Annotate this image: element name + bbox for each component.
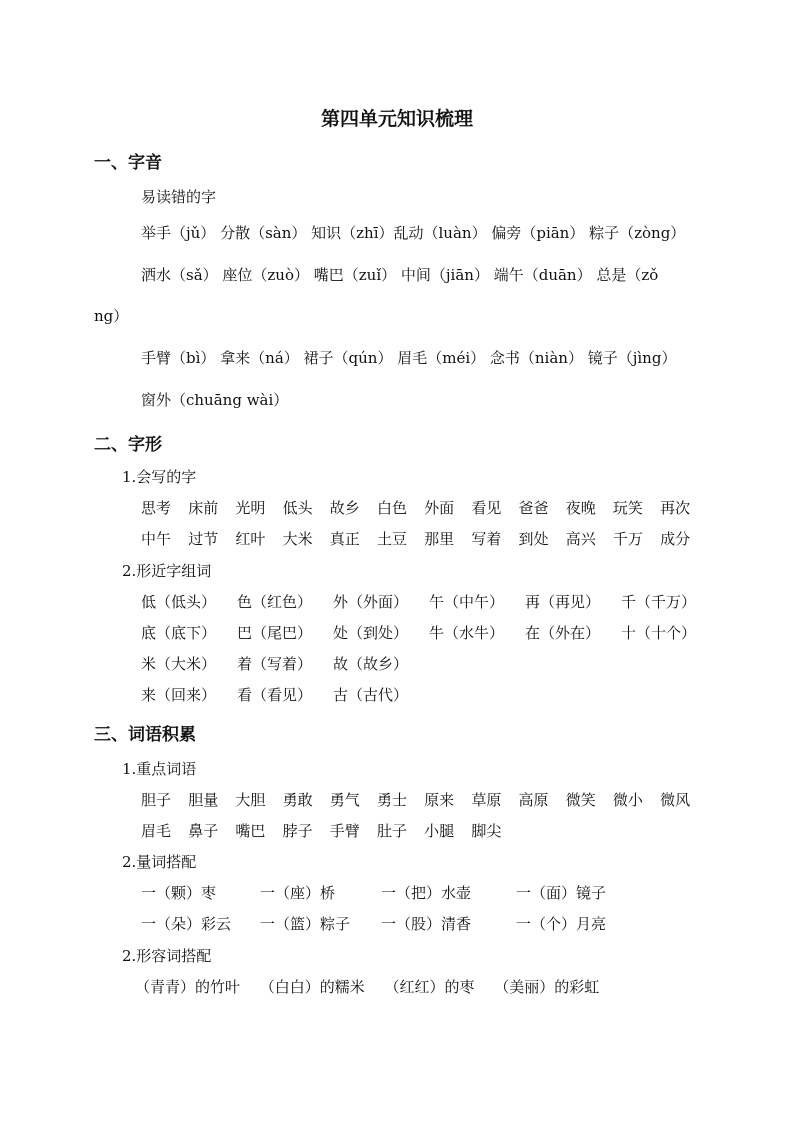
word-item: 床前 [188,499,219,517]
pair-item: 再（再见） [525,593,601,611]
measure-item: 一（篮）粽子 [260,915,351,933]
word-item: 那里 [424,530,455,548]
pair-row [141,684,429,705]
section-heading-vocabulary: 三、词语积累 [94,725,196,745]
adjective-line: （青青）的竹叶 （白白）的糯米 （红红）的枣 （美丽）的彩虹 [135,978,600,996]
word-item: 原来 [424,791,455,809]
word-row [141,820,519,841]
pair-item: 午（中午） [429,593,505,611]
measure-row [141,913,606,934]
measure-item: 一（股）清香 [381,915,472,933]
pair-item: 底（底下） [141,624,217,642]
word-item: 脖子 [282,822,313,840]
word-item: 勇士 [376,791,407,809]
word-item: 勇气 [329,791,360,809]
word-item: 大米 [282,530,313,548]
word-item: 肚子 [376,822,407,840]
section-heading-character-form: 二、字形 [94,435,162,455]
word-item: 玩笑 [612,499,643,517]
subheading-writable-characters: 1.会写的字 [122,468,197,486]
measure-item: 一（面）镜子 [516,884,607,902]
word-item: 再次 [660,499,691,517]
pair-item: 外（外面） [333,593,409,611]
page-title: 第四单元知识梳理 [320,108,473,130]
word-item: 红叶 [235,530,266,548]
word-item: 成分 [660,530,691,548]
word-row [141,528,707,549]
word-item: 低头 [282,499,313,517]
subheading-key-words: 1.重点词语 [122,760,197,778]
pinyin-line: ng） [94,307,129,325]
word-item: 胆子 [141,791,172,809]
measure-item: 一（个）月亮 [516,915,607,933]
word-item: 鼻子 [188,822,219,840]
section-heading-pronunciation: 一、字音 [94,153,162,173]
pair-item: 十（十个） [621,624,697,642]
word-item: 胆量 [188,791,219,809]
pair-item: 着（写着） [237,655,313,673]
pair-item: 米（大米） [141,655,217,673]
word-item: 脚尖 [471,822,502,840]
pinyin-line: 窗外（chuāng wài） [141,391,289,409]
measure-item: 一（颗）枣 [141,884,217,902]
measure-row [141,882,606,903]
word-item: 夜晚 [565,499,596,517]
word-item: 勇敢 [282,791,313,809]
measure-item: 一（朵）彩云 [141,915,232,933]
pair-item: 古（古代） [333,686,409,704]
word-item: 大胆 [235,791,266,809]
word-item: 小腿 [424,822,455,840]
word-item: 草原 [471,791,502,809]
pair-item: 来（回来） [141,686,217,704]
pair-item: 低（低头） [141,593,217,611]
pair-item: 色（红色） [237,593,313,611]
word-item: 高原 [518,791,549,809]
pair-item: 巴（尾巴） [237,624,313,642]
word-item: 到处 [518,530,549,548]
word-item: 真正 [329,530,360,548]
word-item: 高兴 [565,530,596,548]
word-item: 光明 [235,499,266,517]
pair-item: 故（故乡） [333,655,409,673]
pair-item: 千（千万） [621,593,697,611]
subheading-easy-misread: 易读错的字 [141,188,217,206]
word-item: 看见 [471,499,502,517]
word-item: 外面 [424,499,455,517]
measure-item: 一（把）水壶 [381,884,472,902]
subheading-similar-characters: 2.形近字组词 [122,562,212,580]
word-item: 爸爸 [518,499,549,517]
word-item: 眉毛 [141,822,172,840]
subheading-adjective-collocation: 2.形容词搭配 [122,947,212,965]
pair-item: 看（看见） [237,686,313,704]
subheading-measure-words: 2.量词搭配 [122,853,197,871]
word-row [141,789,707,810]
word-item: 故乡 [329,499,360,517]
pinyin-line: 洒水（sǎ） 座位（zuò） 嘴巴（zuǐ） 中间（jiān） 端午（duān） 总是（zǒ [141,266,659,284]
word-row [141,497,707,518]
word-item: 微小 [612,791,643,809]
pinyin-line: 举手（jǔ） 分散（sàn） 知识（zhī）乱动（luàn） 偏旁（piān） 粽子（zòng） [141,224,686,242]
measure-item: 一（座）桥 [260,884,336,902]
pair-item: 牛（水牛） [429,624,505,642]
word-item: 微笑 [565,791,596,809]
word-item: 思考 [141,499,172,517]
word-item: 写着 [471,530,502,548]
pair-row [141,653,429,674]
word-item: 过节 [188,530,219,548]
word-item: 白色 [376,499,407,517]
pair-item: 在（外在） [525,624,601,642]
pinyin-line: 手臂（bì） 拿来（ná） 裙子（qún） 眉毛（méi） 念书（niàn） 镜子（jìng） [141,349,677,367]
word-item: 嘴巴 [235,822,266,840]
pair-row [141,591,717,612]
word-item: 土豆 [376,530,407,548]
word-item: 手臂 [329,822,360,840]
word-item: 微风 [660,791,691,809]
word-item: 千万 [612,530,643,548]
pair-row [141,622,717,643]
pair-item: 处（到处） [333,624,409,642]
word-item: 中午 [141,530,172,548]
